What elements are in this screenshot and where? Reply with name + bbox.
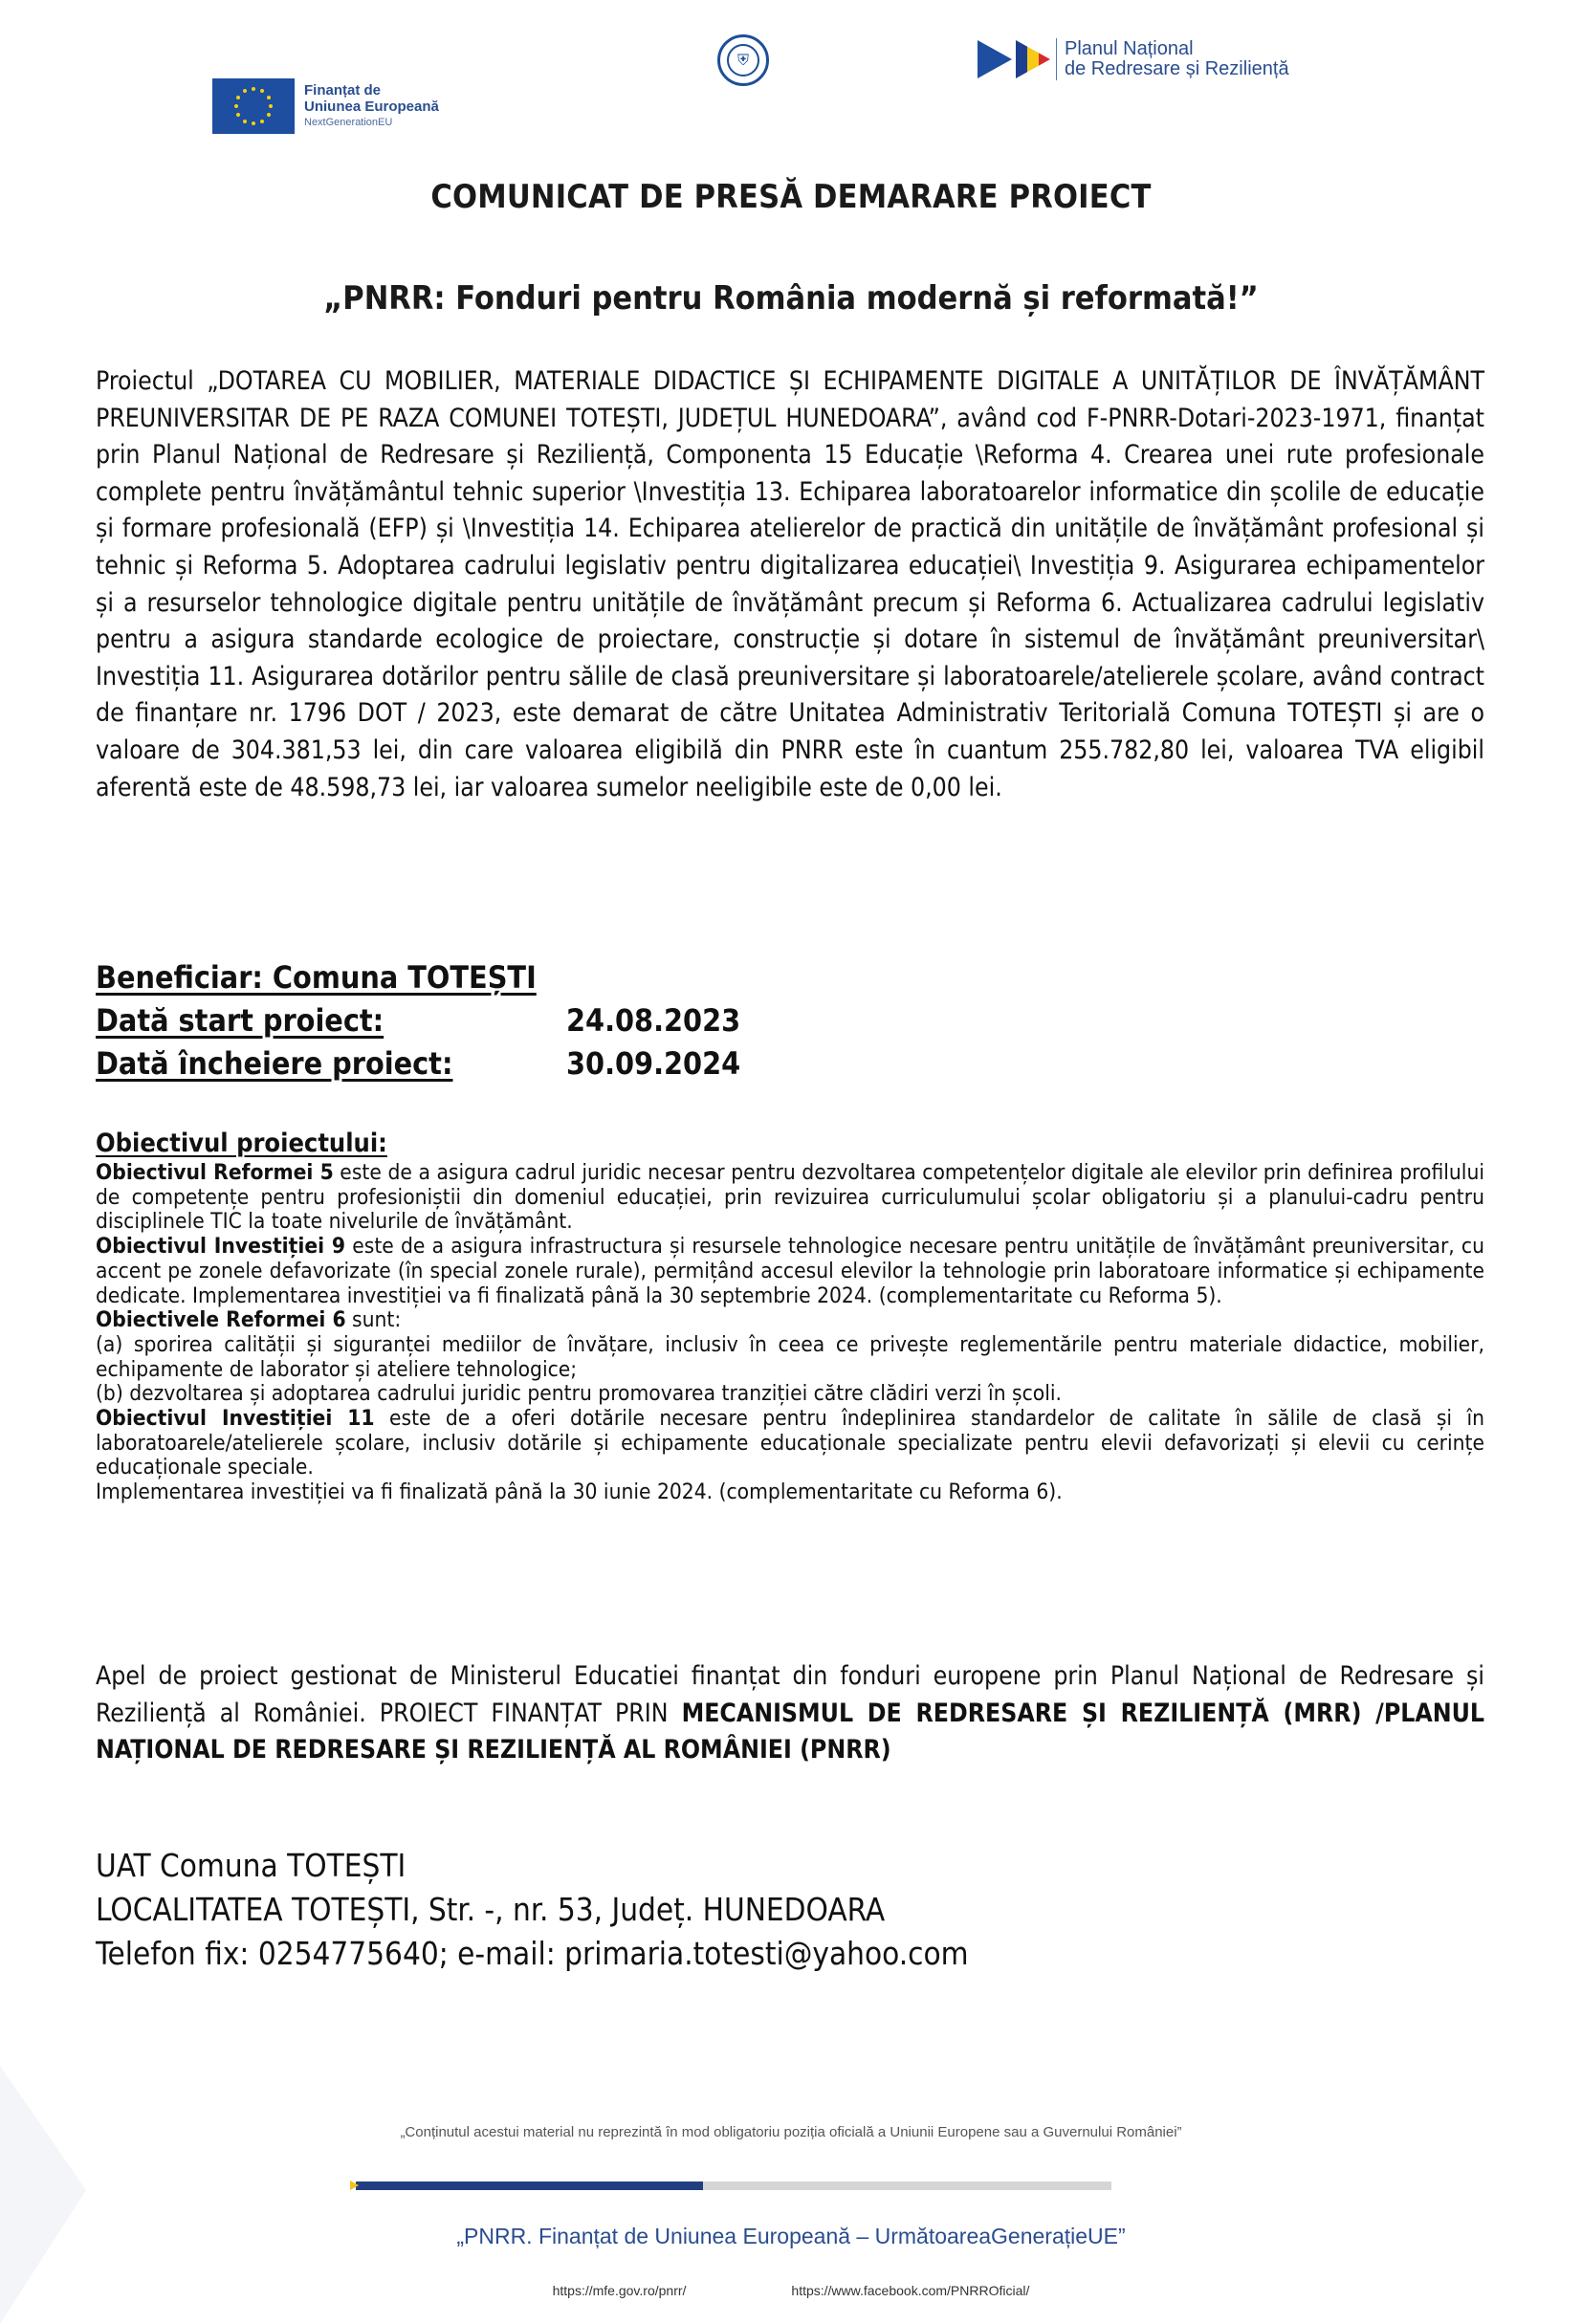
eu-star-icon [252,87,255,91]
romanian-government-seal-icon [717,34,769,86]
eu-arrow-icon [978,40,1012,78]
project-info [96,956,740,1085]
beneficiary: Beneficiar: Comuna TOTEȘTI [96,959,537,996]
contact-address: LOCALITATEA TOTEȘTI, Str. -, nr. 53, Județ. HUNEDOARA [96,1891,886,1928]
start-date-value: 24.08.2023 [566,1002,741,1039]
eu-star-icon [267,96,271,99]
eu-star-icon [269,104,273,108]
footer-disclaimer: „Conținutul acestui material nu reprezintă în mod obligatoriu poziția oficială a Uniunii Europene sau a Guvernului României” [400,2124,1182,2140]
objective-item [96,1382,1484,1407]
footer-links [0,2283,1582,2298]
footer-arrow-icon [350,2181,359,2190]
pnrr-logo-line1: Planul Național [1065,38,1194,59]
page-subtitle: „PNRR: Fonduri pentru România modernă și reformată!” [323,279,1259,318]
eu-star-icon [252,121,255,125]
objective-text: (b) dezvoltarea și adoptarea cadrului juridic pentru promovarea tranziției către clădiri verzi în școli. [96,1381,1062,1407]
footer-link-facebook[interactable]: https://www.facebook.com/PNRROficial/ [791,2283,1030,2298]
footer-bar-fill [356,2181,703,2190]
objective-item [96,1235,1484,1308]
objective-title: Obiectivul Investiției 9 [96,1234,346,1260]
eu-star-icon [234,104,238,108]
eagle-icon: ⛨ [727,44,759,77]
objectives-heading: Obiectivul proiectului: [96,1129,387,1158]
pnrr-logo [978,38,1289,80]
eu-flag-icon [212,78,295,134]
objective-item [96,1407,1484,1480]
end-date-value: 30.09.2024 [566,1045,741,1082]
logo-divider [1056,38,1057,80]
contact-block [96,1844,969,1976]
eu-star-icon [260,120,264,123]
contact-org: UAT Comuna TOTEȘTI [96,1847,406,1884]
eu-star-icon [267,113,271,117]
objective-text: este de a asigura infrastructura și resursele tehnologice necesare pentru unitățile de învățământ preuniversitar, cu accent pe zonele defavorizate (în special zonele rurale), permițând accesul elevilor la tehnologie prin laboratoare informatice și echipamente dedicate. Implementarea investiției va fi finalizată până la 30 septembrie 2024. (complementaritate cu Reforma 5). [96,1234,1484,1308]
footer-link-mfe[interactable]: https://mfe.gov.ro/pnrr/ [552,2283,687,2298]
funding-mechanism: MECANISMUL DE REDRESARE ȘI REZILIENȚĂ (MRR) /PLANUL NAȚIONAL DE REDRESARE ȘI REZILIENȚĂ AL ROMÂNIEI (PNRR) [96,1698,1485,1765]
romania-flag-arrow-icon [1016,40,1050,78]
start-date-label: Dată start proiect: [96,1002,385,1039]
eu-star-icon [236,96,240,99]
objective-item [96,1161,1484,1235]
objective-title: Obiectivele Reformei 6 [96,1307,346,1333]
objective-text: Implementarea investiției va fi finalizată până la 30 iunie 2024. (complementaritate cu Reforma 6). [96,1480,1063,1505]
eu-logo-line2: Uniunea Europeană [304,98,439,115]
funding-paragraph [96,1658,1484,1769]
objective-item [96,1480,1484,1505]
objective-item [96,1333,1484,1382]
eu-star-icon [236,113,240,117]
objective-text: este de a asigura cadrul juridic necesar pentru dezvoltarea competențelor digitale ale elevilor prin definirea profilului de competențe pentru profesioniștii din domeniul educației, prin revizuirea curriculumului școlar obligatoriu și a planului-cadru pentru disciplinele TIC la toate nivelurile de învățământ. [96,1160,1484,1235]
intro-paragraph: Proiectul „DOTAREA CU MOBILIER, MATERIALE DIDACTICE ȘI ECHIPAMENTE DIGITALE A UNITĂȚILOR DE ÎNVĂȚĂMÂNT PREUNIVERSITAR DE PE RAZA COMUNEI TOTEȘTI, JUDEȚUL HUNEDOARA”, având cod F-PNRR-Dotari-2023-1971, finanțat prin Planul Național de Redresare și Reziliență, Componenta 15 Educație \Reforma 4. Crearea unei rute profesionale complete pentru învățământul tehnic superior \Investiția 13. Echiparea laboratoarelor informatice din școlile de educație și formare profesională (EFP) și \Investiția 14. Echiparea atelierelor de practică din unitățile de învățământ profesional și tehnic și Reforma 5. Adoptarea cadrului legislativ pentru digitalizarea educației\ Investiția 9. Asigurarea echipamentelor și a resurselor tehnologice digitale pentru unitățile de învățământ precum și Reforma 6. Actualizarea cadrului legislativ pentru a asigura standarde ecologice de proiectare, construcție și dotare în sistemul de învățământ preuniversitar\ Investiția 11. Asigurarea dotărilor pentru sălile de clasă preuniversitare și laboratoarele/atelierele școlare, având contract de finanțare nr. 1796 DOT / 2023, este demarat de către Unitatea Administrativ Teritorială Comuna TOTEȘTI și are o valoare de 304.381,53 lei, din care valoarea eligibilă din PNRR este în cuantum 255.782,80 lei, valoarea TVA eligibil aferentă este de 48.598,73 lei, iar valoarea sumelor neeligibile este de 0,00 lei. [96,366,1484,802]
objectives-list [96,1161,1484,1505]
objective-text: sunt: [345,1307,402,1333]
eu-funding-logo [212,78,439,134]
eu-logo-line3: NextGenerationEU [304,116,393,128]
funding-text: Apel de proiect gestionat de Ministerul Educatiei finanțat din fonduri europene prin Planul Național de Redresare și Reziliență al României. PROIECT FINANȚAT PRIN [96,1661,1484,1728]
objective-title: Obiectivul Investiției 11 [96,1406,375,1432]
eu-star-icon [243,120,247,123]
eu-star-icon [243,89,247,93]
objective-text: este de a oferi dotările necesare pentru îndeplinirea standardelor de calitate în sălile de clasă și în laboratoarele/atelierele școlare, inclusiv dotările și echipamente educaționale specializate pentru elevii defavorizați și elevii cu cerințe educaționale speciale. [96,1406,1484,1480]
footer-slogan: „PNRR. Finanțat de Uniunea Europeană – UrmătoareaGenerațieUE” [456,2224,1126,2248]
eu-logo-line1: Finanțat de [304,81,382,99]
contact-phone-email: Telefon fix: 0254775640; e-mail: primaria.totesti@yahoo.com [96,1935,969,1972]
objective-item [96,1308,1484,1333]
objective-title: Obiectivul Reformei 5 [96,1160,334,1185]
page-title: COMUNICAT DE PRESĂ DEMARARE PROIECT [430,178,1152,216]
end-date-label: Dată încheiere proiect: [96,1045,453,1082]
objective-text: (a) sporirea calității și siguranței mediilor de învățare, inclusiv în ceea ce privește reglementările pentru materiale didactice, mobilier, echipamente de laborator și ateliere tehnologice; [96,1331,1484,1382]
pnrr-logo-line2: de Redresare și Reziliență [1065,58,1289,79]
eu-star-icon [260,89,264,93]
